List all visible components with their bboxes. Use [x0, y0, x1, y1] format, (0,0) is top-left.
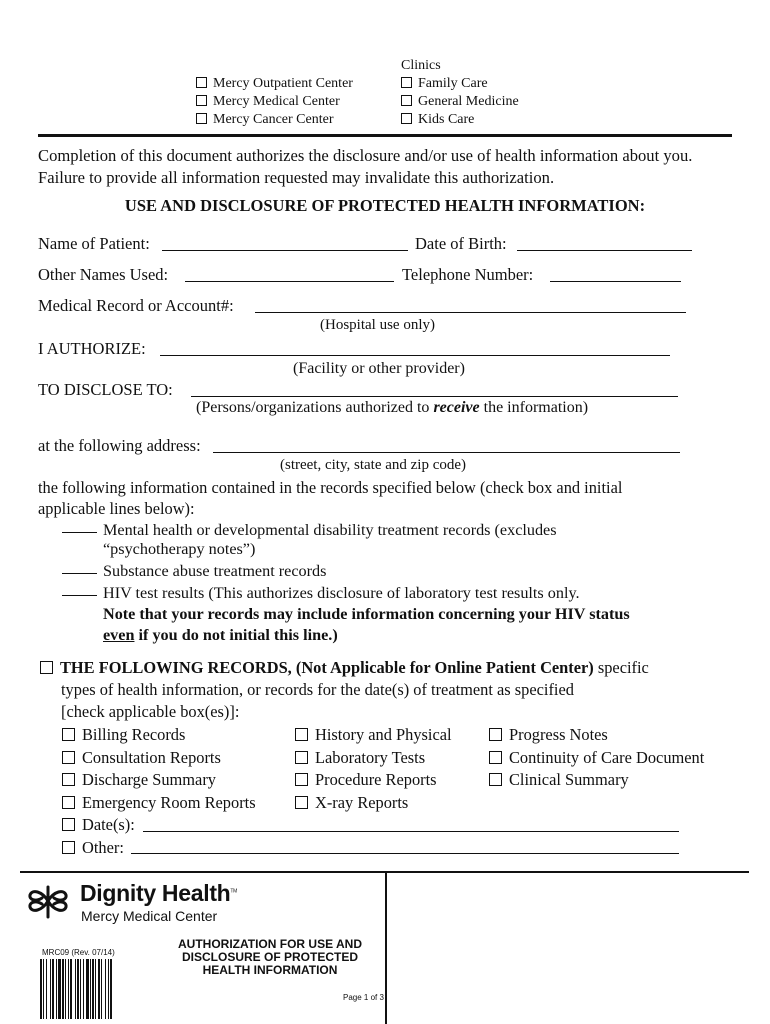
record-option-dates[interactable]: Date(s): [62, 814, 256, 837]
other-field[interactable] [131, 853, 679, 854]
record-option[interactable]: History and Physical [295, 724, 452, 747]
checkbox[interactable] [401, 77, 412, 88]
authorize-field[interactable] [160, 355, 670, 356]
authorize-label: I AUTHORIZE: [38, 339, 146, 358]
barcode-bar [43, 959, 44, 1019]
checkbox[interactable] [295, 751, 308, 764]
record-option[interactable]: Billing Records [62, 724, 256, 747]
mrn-field[interactable] [255, 312, 686, 313]
authorize-hint: (Facility or other provider) [293, 360, 465, 377]
dob-field[interactable] [517, 250, 692, 251]
hiv-item[interactable]: HIV test results (This authorizes disclosure of laboratory test results only. Note that your records may include information concerning your HIV status even if you do not initial this line.) [62, 583, 630, 646]
record-option[interactable]: Discharge Summary [62, 769, 256, 792]
address-label: at the following address: [38, 436, 201, 455]
barcode-bar [68, 959, 69, 1019]
mrn-hint: (Hospital use only) [320, 317, 435, 333]
checkbox[interactable] [295, 728, 308, 741]
clinic-option[interactable]: Kids Care [401, 111, 571, 129]
checkbox[interactable] [62, 773, 75, 786]
address-hint: (street, city, state and zip code) [280, 457, 467, 473]
barcode-bar [56, 959, 57, 1019]
checkbox[interactable] [295, 796, 308, 809]
barcode-bar [46, 959, 47, 1019]
clinic-option[interactable]: General Medicine [401, 93, 571, 111]
following-records[interactable]: THE FOLLOWING RECORDS, (Not Applicable for Online Patient Center) specific types of health information, or records for the date(s) of treatment as specified [check applicable box(es)]: [40, 657, 649, 723]
other-names-field[interactable] [185, 281, 394, 282]
facility-option[interactable]: Mercy Cancer Center [196, 111, 386, 129]
substance-abuse-item[interactable]: Substance abuse treatment records [62, 562, 326, 581]
barcode-bar [75, 959, 76, 1019]
records-intro: the following information contained in the records specified below (check box and initial applicable lines below): [38, 478, 623, 518]
logo-subtitle: Mercy Medical Center [81, 908, 218, 924]
barcode-bar [110, 959, 112, 1019]
record-types-col3 [489, 724, 704, 792]
barcode-bar [65, 959, 66, 1019]
mrn-label: Medical Record or Account#: [38, 296, 234, 315]
barcode-bar [80, 959, 81, 1019]
checkbox[interactable] [196, 95, 207, 106]
checkbox[interactable] [62, 751, 75, 764]
checkbox[interactable] [295, 773, 308, 786]
checkbox[interactable] [196, 77, 207, 88]
barcode-bar [70, 959, 72, 1019]
barcode-bar [90, 959, 91, 1019]
barcode-bar [95, 959, 96, 1019]
checkbox[interactable] [489, 751, 502, 764]
record-option[interactable]: Laboratory Tests [295, 747, 452, 770]
barcode-bar [105, 959, 106, 1019]
record-option[interactable]: Continuity of Care Document [489, 747, 704, 770]
clinic-option[interactable]: Family Care [401, 75, 571, 93]
barcode-bar [40, 959, 42, 1019]
barcode-image [40, 959, 134, 1019]
checkbox[interactable] [489, 773, 502, 786]
barcode-bar [98, 959, 100, 1019]
initial-blank[interactable] [62, 532, 97, 533]
barcode-bar [58, 959, 61, 1019]
checkbox[interactable] [62, 728, 75, 741]
disclose-label: TO DISCLOSE TO: [38, 380, 173, 399]
record-option[interactable]: Progress Notes [489, 724, 704, 747]
dob-label: Date of Birth: [415, 234, 507, 253]
record-option[interactable]: Clinical Summary [489, 769, 704, 792]
disclose-hint: (Persons/organizations authorized to receive the information) [196, 399, 589, 416]
record-option[interactable]: X-ray Reports [295, 792, 452, 815]
phone-field[interactable] [550, 281, 681, 282]
barcode-bar [101, 959, 102, 1019]
form-title: AUTHORIZATION FOR USE AND DISCLOSURE OF PROTECTED HEALTH INFORMATION [178, 937, 362, 977]
checkbox[interactable] [401, 113, 412, 124]
other-names-label: Other Names Used: [38, 265, 169, 284]
phone-label: Telephone Number: [402, 265, 534, 284]
record-option-other[interactable]: Other: [62, 837, 256, 860]
page-number: Page 1 of 3 [343, 993, 384, 1002]
barcode-bar [108, 959, 109, 1019]
facility-option[interactable]: Mercy Outpatient Center [196, 75, 386, 93]
barcode-bar [52, 959, 54, 1019]
logo-brand: Dignity Health™ [80, 880, 238, 906]
barcode-bar [83, 959, 84, 1019]
clinics-list [401, 57, 571, 129]
record-option[interactable]: Consultation Reports [62, 747, 256, 770]
barcode-bar [77, 959, 79, 1019]
intro-text: Completion of this document authorizes the disclosure and/or use of health information about you. Failure to provide all information requested may invalidate this authorization. [38, 146, 693, 187]
checkbox[interactable] [196, 113, 207, 124]
checkbox[interactable] [401, 95, 412, 106]
top-divider [38, 134, 732, 137]
record-option[interactable]: Emergency Room Reports [62, 792, 256, 815]
address-field[interactable] [213, 452, 680, 453]
record-types-col1 [62, 724, 256, 859]
dignity-health-logo-icon [26, 879, 70, 923]
section-title: USE AND DISCLOSURE OF PROTECTED HEALTH INFORMATION: [124, 196, 646, 215]
initial-blank[interactable] [62, 595, 97, 596]
checkbox[interactable] [489, 728, 502, 741]
facility-list [196, 75, 386, 129]
mental-health-item[interactable]: Mental health or developmental disability treatment records (excludes “psychotherapy notes”) [62, 521, 557, 559]
checkbox[interactable] [40, 661, 53, 674]
disclose-field[interactable] [191, 396, 678, 397]
checkbox[interactable] [62, 818, 75, 831]
barcode-bar [50, 959, 51, 1019]
barcode-bar [86, 959, 89, 1019]
patient-name-label: Name of Patient: [38, 234, 150, 253]
record-types-col2 [295, 724, 452, 814]
barcode-bar [62, 959, 64, 1019]
checkbox[interactable] [62, 796, 75, 809]
barcode-bar [92, 959, 94, 1019]
dates-field[interactable] [143, 831, 679, 832]
clinics-heading: Clinics [401, 58, 441, 73]
patient-name-field[interactable] [162, 250, 408, 251]
form-code: MRC09 (Rev. 07/14) [42, 948, 115, 957]
initial-blank[interactable] [62, 573, 97, 574]
record-option[interactable]: Procedure Reports [295, 769, 452, 792]
facility-option[interactable]: Mercy Medical Center [196, 93, 386, 111]
checkbox[interactable] [62, 841, 75, 854]
